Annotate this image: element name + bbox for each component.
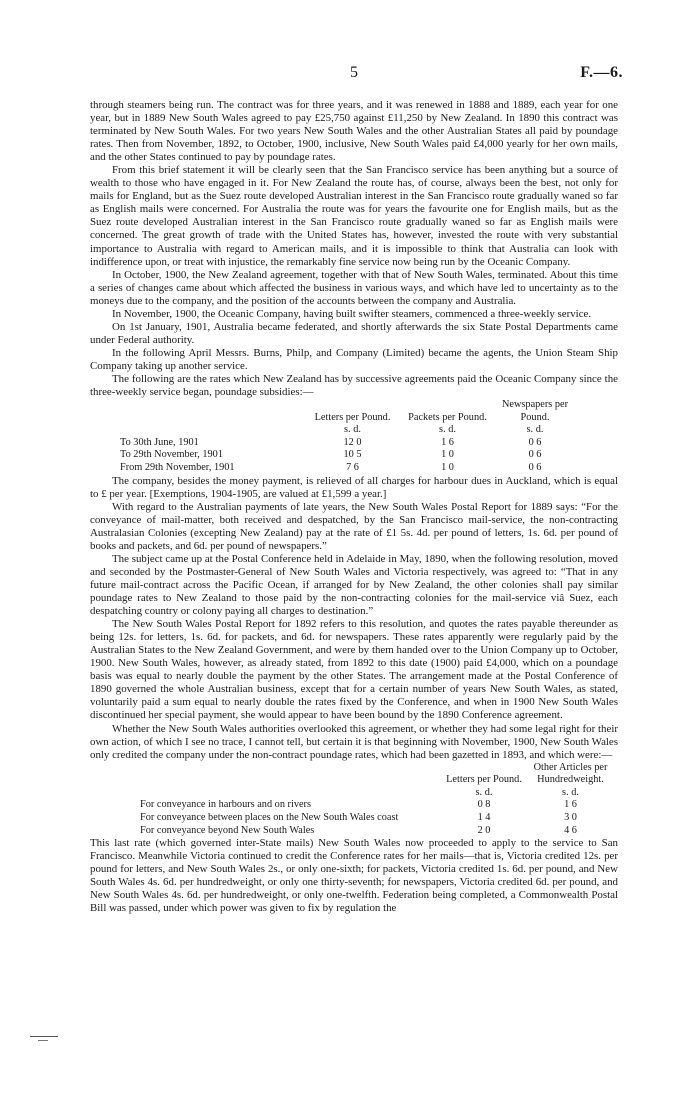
cell-letters: 10 5 (343, 449, 362, 461)
cell-other: 1 6 (564, 799, 577, 811)
paragraph: Whether the New South Wales authorities overlooked this agreement, or whether they had some legal right for their own action, of which I see no trace, I cannot tell, but certain it is that beginning with November, 1900, New South Wales only credited the company under the non-contract poundage rates, which had been gazetted in 1893, and which were:— (90, 722, 618, 761)
subsidy-rates-table (90, 399, 618, 475)
column-header: Other Articles per Hundredweight. (533, 761, 608, 786)
cell-packets: 1 0 (441, 462, 454, 474)
table-units-row (90, 787, 618, 800)
unit-label: s. d. (562, 786, 579, 798)
non-contract-rates-table (90, 762, 618, 838)
cell-other: 3 0 (564, 812, 577, 824)
table-row (90, 825, 618, 838)
table-row (90, 462, 618, 475)
row-label: For conveyance in harbours and on rivers (140, 799, 311, 811)
cell-letters: 12 0 (343, 436, 362, 448)
row-label: To 29th November, 1901 (120, 449, 223, 461)
paragraph: In October, 1900, the New Zealand agreement, together with that of New South Wales, terminated. About this time a series of changes came about which affected the business in various ways, and which have led to uncertainty as to the moneys due to the company, and the position of the accounts between the company and Australia. (90, 268, 618, 307)
cell-letters: 7 6 (346, 462, 359, 474)
paragraph: The following are the rates which New Zealand has by successive agreements paid the Oceanic Company since the three-weekly service began, poundage subsidies:— (90, 372, 618, 399)
document-reference: F.—6. (580, 64, 623, 81)
column-header: Letters per Pound. (314, 411, 391, 423)
column-header: Newspapers per Pound. (501, 399, 569, 423)
paragraph: The company, besides the money payment, is relieved of all charges for harbour dues in Auckland, which is equal to £ per year. [Exemptions, 1904-1905, are valued at £1,599 a year.] (90, 474, 618, 500)
page-header (90, 64, 623, 86)
table-units-row (90, 424, 618, 437)
table-row (90, 437, 618, 450)
margin-pen-mark (38, 1040, 48, 1041)
margin-pen-mark (30, 1036, 58, 1037)
paragraph: With regard to the Australian payments of late years, the New South Wales Postal Report for 1889 says: “For the conveyance of mail-matter, both received and despatched, by the San Francisco mail-service, the non-contracting Australasian Colonies (excepting New Zealand) pay at the rate of £1 5s. 4d. per pound of letters, 1s. 6d. per pound of books and packets, and 6d. per pound of newspapers.” (90, 500, 618, 552)
unit-label: s. d. (475, 786, 493, 798)
cell-packets: 1 6 (441, 436, 454, 448)
row-label: For conveyance between places on the New South Wales coast (140, 812, 399, 824)
cell-packets: 1 0 (441, 449, 454, 461)
table-header-row (90, 399, 618, 424)
unit-label: s. d. (526, 424, 544, 436)
paragraph: The New South Wales Postal Report for 1892 refers to this resolution, and quotes the rates payable thereunder as being 12s. for letters, 1s. 6d. for packets, and 6d. for newspapers. These rates apparently were regularly paid by the Australian States to the New Zealand Government, and were by them handed over to the Union Company up to October, 1900. New South Wales, however, as already stated, from 1892 to this date (1900) paid £4,000, which on a poundage basis was equal to nearly double the payment by the other States. The arrangement made at the Postal Conference of 1890 governed the whole Australian business, except that for a certain number of years New South Wales, as stated, voluntarily paid a sum equal to nearly double the rates fixed by the Conference, and when in 1900 New South Wales discontinued her special payment, she would appear to have been bound by the 1890 Conference agreement. (90, 618, 618, 722)
unit-label: s. d. (439, 424, 456, 436)
cell-letters: 0 8 (477, 799, 491, 811)
cell-letters: 2 0 (477, 824, 491, 836)
paragraph: From this brief statement it will be clearly seen that the San Francisco service has been anything but a source of wealth to those who have engaged in it. For New Zealand the route has, of course, always been the best, not only for mails for England, but as the Suez route developed Australian interest in the San Francisco route gradually waned so far as English mails were concerned. For Australia the route was for years the favourite one for English mails, but as the Suez route developed Australian interest in the San Francisco route gradually waned so far as English mails were concerned. The great growth of trade with the United States has, however, invested the route with very substantial importance to Australia with regard to American mails, and it is impossible to think that Australia can look with indifference upon, or treat with injustice, the remarkably fine service now being run by the Oceanic Company. (90, 164, 618, 268)
paragraph: The subject came up at the Postal Conference held in Adelaide in May, 1890, when the following resolution, moved and seconded by the Postmaster-General of New South Wales and Victoria respectively, was agreed to: “That in any future mail-contract across the Pacific Ocean, if arranged for by New Zealand, the other colonies shall pay similar poundage rates to New Zealand to those paid by the non-contracting colonies for the mail-service viâ Suez, each despatching country or colony paying all charges to destination.” (90, 552, 618, 618)
paragraph: On 1st January, 1901, Australia became federated, and shortly afterwards the six State Postal Departments came under Federal authority. (90, 320, 618, 346)
paragraph: through steamers being run. The contract was for three years, and it was renewed in 1888 and 1889, each year for one year, but in 1889 New South Wales agreed to pay £25,750 against £11,250 by New Zealand. In 1890 this contract was terminated by New South Wales. For two years New South Wales and the other Australian States all paid by poundage rates. Then from November, 1892, to October, 1900, inclusive, New South Wales paid £4,000 yearly for her own mails, and the other States continued to pay by poundage rates. (90, 99, 618, 164)
cell-newspapers: 0 6 (528, 436, 542, 448)
row-label: To 30th June, 1901 (120, 436, 199, 448)
cell-letters: 1 4 (477, 812, 491, 824)
paragraph: In November, 1900, the Oceanic Company, having built swifter steamers, commenced a three-weekly service. (112, 307, 592, 320)
column-header: Letters per Pound. (446, 774, 522, 786)
unit-label: s. d. (344, 424, 361, 436)
paragraph: In the following April Messrs. Burns, Philp, and Company (Limited) became the agents, the Union Steam Ship Company taking up another service. (90, 346, 618, 372)
table-row (90, 799, 618, 812)
row-label: From 29th November, 1901 (120, 462, 235, 474)
table-row (90, 812, 618, 825)
row-label: For conveyance beyond New South Wales (140, 824, 315, 836)
body-text (90, 99, 618, 916)
cell-newspapers: 0 6 (528, 462, 542, 474)
table-row (90, 449, 618, 462)
table-header-row (90, 762, 618, 787)
cell-other: 4 6 (564, 824, 577, 836)
paragraph: This last rate (which governed inter-State mails) New South Wales now proceeded to apply to the service to San Francisco. Meanwhile Victoria continued to credit the Conference rates for her mails—that is, Victoria credited 12s. per pound for letters, and New South Wales 2s., or only one-sixth; for packets, Victoria credited 1s. 6d. per pound, and New South Wales 4s. 6d. per hundredweight, or only one thirty-seventh; for newspapers, Victoria credited 6d. per pound, and New South Wales 4s. 6d. per hundredweight, or only one-twelfth. Federation being completed, a Commonwealth Postal Bill was passed, under which power was given to fix by regulation the (90, 837, 618, 915)
cell-newspapers: 0 6 (528, 449, 542, 461)
page-number: 5 (350, 64, 358, 81)
column-header: Packets per Pound. (408, 411, 487, 423)
